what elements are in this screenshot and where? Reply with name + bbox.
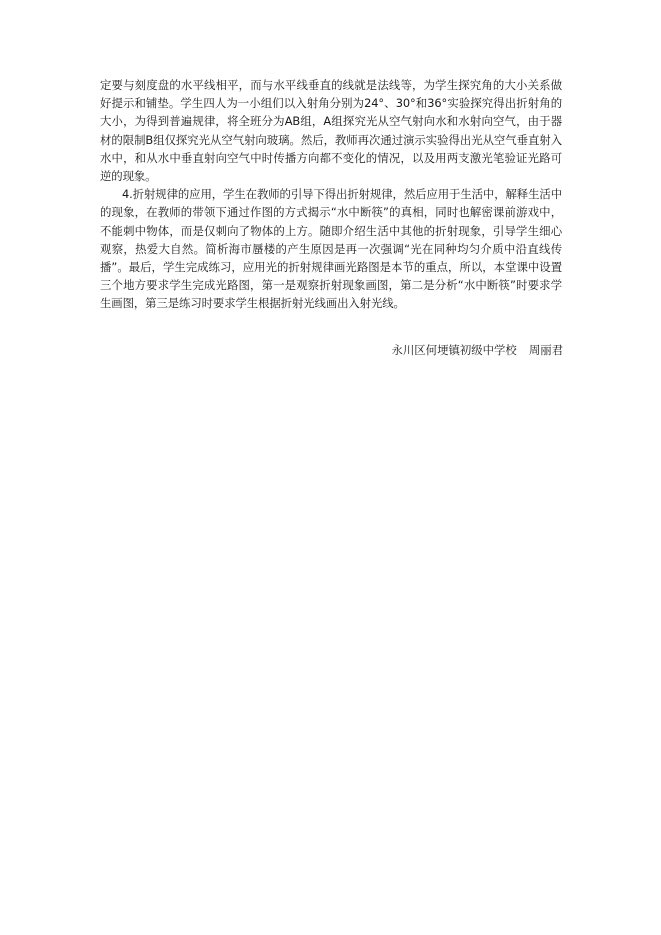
body-text xyxy=(100,76,562,313)
author-name: 周丽君 xyxy=(528,343,563,357)
signature-line xyxy=(392,342,564,358)
school-name: 永川区何埂镇初级中学校 xyxy=(391,343,517,357)
paragraph-application: 4.折射规律的应用，学生在教师的引导下得出折射规律，然后应用于生活中，解释生活中的现象，在教师的带领下通过作图的方式揭示“水中断筷”的真相，同时也解密课前游戏中，不能刺中物体，而是仅刺向了物体的上方。随即介绍生活中其他的折射现象，引导学生细心观察，热爱大自然。简析海市蜃楼的产生原因是再一次强调“光在同种均匀介质中沿直线传播”。最后，学生完成练习，应用光的折射规律画光路图是本节的重点，所以，本堂课中设置三个地方要求学生完成光路图，第一是观察折射现象画图，第二是分析“水中断筷”时要求学生画图，第三是练习时要求学生根据折射光线画出入射光线。 xyxy=(100,187,562,311)
paragraph-experiment: 定要与刻度盘的水平线相平，而与水平线垂直的线就是法线等，为学生探究角的大小关系做好提示和铺垫。学生四人为一小组们以入射角分别为24°、30°和36°实验探究得出折射角的大小，为得到普遍规律，将全班分为AB组，A组探究光从空气射向水和水射向空气，由于器材的限制B组仅探究光从空气射向玻璃。然后，教师再次通过演示实验得出光从空气垂直射入水中，和从水中垂直射向空气中时传播方向都不变化的情况，以及用两支激光笔验证光路可逆的现象。 xyxy=(100,78,562,184)
